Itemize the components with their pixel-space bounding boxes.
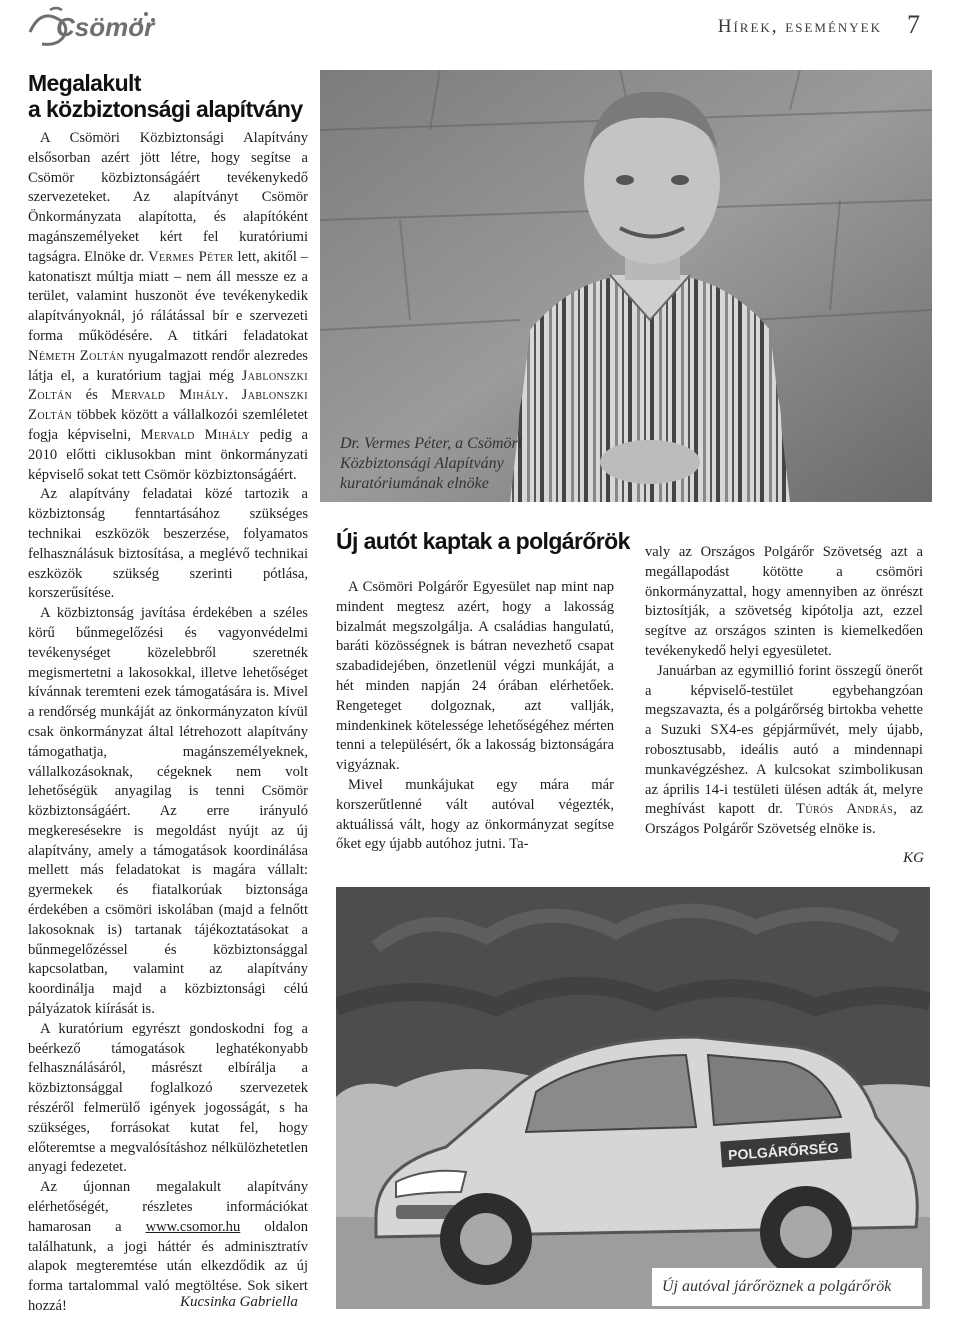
article1-paragraph-4: A kuratórium egyrészt gondoskodni fog a beérkező támogatások leghatékonyabb felhasználásáról, másrészt elbírálja a közbiztonsággal foglalkozó szervezetek részéről felmerülő igények jogosságát, s ha szükséges, forrásokat kutat fel, hogy előteremtse a megvalósításhoz nélkülözhetetlen anyagi fedezetet. [28,1020,308,1176]
person-name: Vermes Péter [148,248,234,265]
article2-title: Új autót kaptak a polgárőrök [336,528,630,554]
article2-paragraph-1: A Csömöri Polgárőr Egyesület nap mint nap mindent megtesz azért, hogy a lakosság bizalmát megszolgálja. A családias hangulatú, baráti közösségnek is bátran nevezhető csapat szabadidejében, önzetlenül végzi munkáját, a hét minden napján 24 órában elérhetőek. Rengeteget dolgoznak, azt vallják, mindenkinek kötelessége lehetőségéhez mérten tenni a településért, ők a lakosság biztonságára vigyáznak. [336,579,614,774]
person-name: Mervald Mihály [111,387,225,404]
article1-paragraph-5: Az újonnan megalakult alapítvány elérhetőségét, részletes információkat hamarosan a www.csomor.hu oldalon találhatunk, a jogi háttér és adminisztratív alapok megteremtése után elkezdődik az új forma tartalommal való megtöltése. Sok sikert hozzá! [28,1179,308,1315]
page-number: 7 [907,10,920,39]
car-caption: Új autóval járőröznek a polgárőrök [662,1278,892,1295]
article1-body [28,129,308,1317]
article1-title [28,70,308,122]
article2-body-left [336,578,614,855]
article2-body-right [645,543,923,840]
car-photo [336,887,930,1309]
article1-paragraph-2: Az alapítvány feladatai közé tartozik a közbiztonság fenntartásához szükséges technikai eszközök beszerzése, folyamatos felhasználásuk biztosítása, a meglévő technikai eszközök szükség szerinti pótlása, korszerűsítése. [28,486,308,602]
person-name: Jablonszki Zoltán [28,367,308,404]
section-title: Hírek, események [717,16,882,37]
article2-paragraph-2: Mivel munkájukat egy mára már korszerűtlenné vált autóval végezték, aktuálissá vált, hogy az önkormányzat segítse őket egy újabb autóhoz jutni. Ta- [336,776,614,853]
article2-paragraph-4: Januárban az egymillió forint összegű önerőt a képviselő-testület egybehangzóan megszavazta, és a polgárőrség birtokba vehette a Suzuki SX4-es gépjárművét, mely újabb, robosztusabb, ideális autó a mindennapi munkavégzéshez. A kulcsokat szimbolikusan az április 14-i testületi ülésen adták át, melyre meghívást kapott dr. Túrós András, az Országos Polgárőr Szövetség elnöke is. [645,662,923,838]
csomor-logo [26,4,161,48]
person-name: Mervald Mihály [140,426,251,443]
person-name: Jablonszki Zoltán [28,387,309,424]
article1-title-line2: a közbiztonsági alapítvány [28,96,303,122]
svg-text:Csömör: Csömör [56,12,155,42]
article1-paragraph-3: A közbiztonság javítása érdekében a széles körű bűnmegelőzési és vagyonvédelmi tevékenységet közelebbről szeretnék megismertetni a lakosokkal, illetve lehetőséget kívánnak teremteni ezek támogatására is. Mivel a rendőrség munkáját az önkormányzaton kívül csak önkormányzat által létrehozott alapítvány támogathatja, magánszemélyeknek, vállalkozásoknak, cégeknek nem volt lehetőségük anyagilag is tenni Csömör közbiztonságáért. Az erre irányuló megkeresésekre is megoldást nyújt az új alapítvány, amely a támogatások koordinálása mellett más feladatokat is magára vállalt: gyermekek és fiatalkorúak biztonsága érdekében a csömöri iskolában (majd a felnőtt lakosoknak is) tartanak tájékoztatásokat a bűnmegelőzéssel és közbiztonsággal kapcsolatban, valamint az alapítvány koordinálja majd a közbiztonsági célú pályázatok kiírását is. [28,605,308,1018]
article2-paragraph-3: valy az Országos Polgárőr Szövetség azt a megállapodást kötötte a csömöri önkormányzattal, hogy amennyiben az önrészt biztosítják, a szövetség kipótolja azt, ezzel segítve az országos szinten is kiemelkedően tevékenykedő helyi egyesületet. [645,544,923,659]
article1-signature: Kucsinka Gabriella [180,1294,298,1310]
article1-paragraph-1: A Csömöri Közbiztonsági Alapítvány elsősorban azért jött létre, hogy segítse a Csömör közbiztonságáért tevékenykedő szervezeteket. Az alapítványt Csömör Önkormányzata alapította, és alapítóként magánszemélyeket kért fel kuratóriumi tagságra. Elnöke dr. Vermes Péter lett, akitől – katonatiszt múltja miatt – nem áll messze ez a terület, valamint huszonöt éve tevékenykedik alapítványoknál, jó rálátással bír e szervezeti forma működésére. A titkári feladatokat Németh Zoltán nyugalmazott rendőr alezredes látja el, a kuratórium tagjai még Jablonszki Zoltán és Mervald Mihály. Jablonszki Zoltán többek között a vállalkozói szemléletet fogja képviselni, Mervald Mihály pedig a 2010 előtti ciklusokban mint önkormányzati képviselő sokat tett Csömör közbiztonságáért. [28,130,309,483]
svg-text:POLGÁRŐRSÉG: POLGÁRŐRSÉG [727,1139,839,1164]
article1-title-line1: Megalakult [28,70,141,96]
portrait-caption: Dr. Vermes Péter, a Csömöri Közbiztonsági Alapítvány kuratóriumának elnöke [340,435,523,492]
article2-signature: KG [903,850,924,866]
website-link[interactable]: www.csomor.hu [145,1218,241,1235]
person-name: Túrós András [796,801,894,818]
person-name: Németh Zoltán [28,347,125,364]
